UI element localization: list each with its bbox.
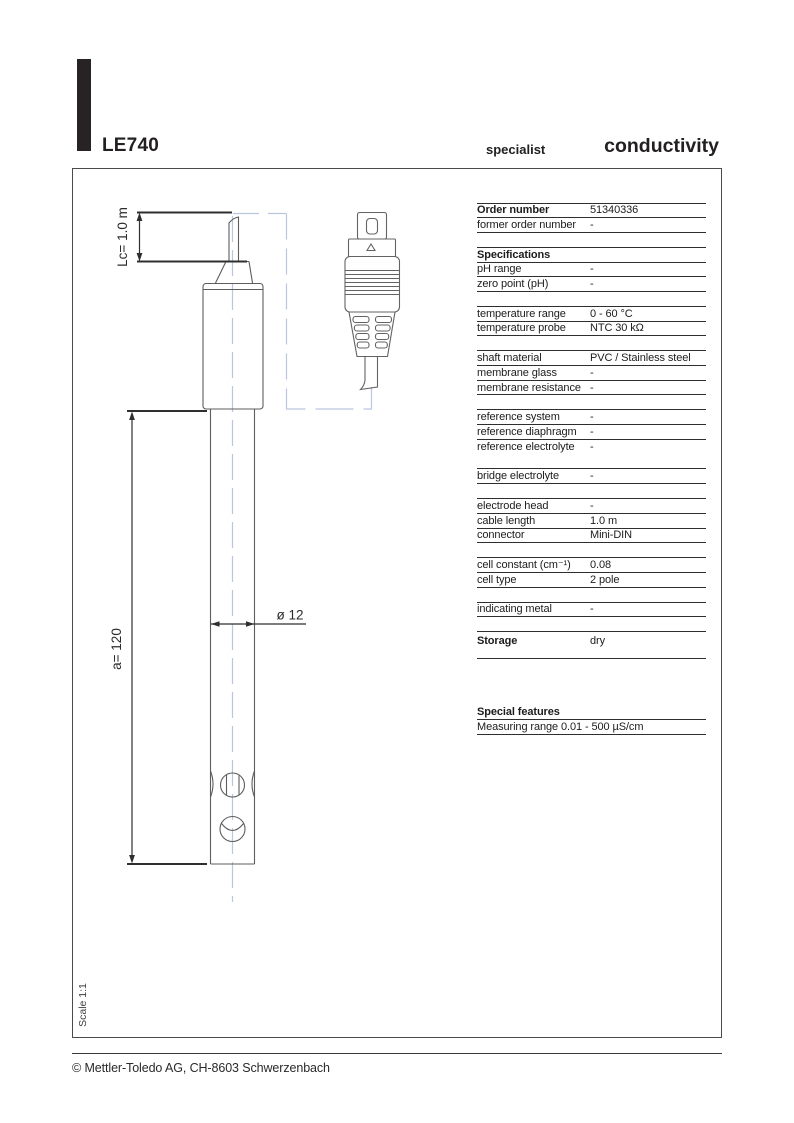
- spec-value: -: [590, 219, 594, 232]
- electrode-neck: [216, 262, 253, 284]
- spec-value: -: [590, 278, 594, 291]
- spec-value: -: [590, 263, 594, 276]
- page-title: LE740: [102, 135, 159, 156]
- spec-row: [477, 514, 706, 529]
- features-title: [477, 705, 706, 720]
- strain-relief-slots: [353, 317, 392, 349]
- spec-label: electrode head: [477, 499, 549, 512]
- spec-group: [477, 350, 706, 395]
- spec-label: cable length: [477, 514, 536, 527]
- spec-row: [477, 499, 706, 514]
- spec-row: [477, 381, 706, 396]
- feature-text: Measuring range 0.01 - 500 µS/cm: [477, 720, 644, 733]
- spec-value: 51340336: [590, 204, 639, 217]
- dim-shaft-length: [109, 411, 207, 864]
- spec-label: pH range: [477, 263, 522, 276]
- spec-label: Order number: [477, 204, 550, 217]
- content-frame: [72, 168, 722, 1038]
- spec-row: [477, 351, 706, 366]
- spec-group: [477, 247, 706, 292]
- spec-row: [477, 529, 706, 544]
- spec-value: -: [590, 603, 594, 616]
- spec-row: [477, 469, 706, 484]
- connector-tip: [358, 213, 387, 240]
- spec-group: [477, 203, 706, 233]
- spec-row: [477, 322, 706, 337]
- spec-label: cell constant (cm⁻¹): [477, 559, 571, 572]
- spec-value: 2 pole: [590, 573, 620, 586]
- spec-value: 0 - 60 °C: [590, 307, 633, 320]
- scale-label: Scale 1:1: [77, 983, 90, 1028]
- spec-value: PVC / Stainless steel: [590, 352, 691, 365]
- spec-label: Specifications: [477, 248, 551, 261]
- spec-group: [477, 306, 706, 336]
- spec-value: -: [590, 499, 594, 512]
- dim-cable-length: [115, 208, 247, 268]
- spec-row: [477, 307, 706, 322]
- spec-row: [477, 263, 706, 278]
- spec-row: [477, 603, 706, 618]
- spec-value: -: [590, 366, 594, 379]
- spec-row: [477, 366, 706, 381]
- spec-row: [477, 440, 706, 455]
- feature-row: [477, 720, 706, 735]
- spec-row: [477, 204, 706, 219]
- spec-table: [477, 203, 706, 735]
- spec-label: membrane resistance: [477, 381, 581, 394]
- spec-value: NTC 30 kΩ: [590, 322, 644, 335]
- spec-value: Mini-DIN: [590, 529, 632, 542]
- spec-label: connector: [477, 529, 525, 542]
- features-title-label: Special features: [477, 706, 560, 719]
- spec-label: bridge electrolyte: [477, 470, 559, 483]
- spec-value: -: [590, 381, 594, 394]
- cable-length-dim-label: Lc= 1.0 m: [115, 207, 131, 268]
- connector-barrel: [345, 257, 400, 313]
- spec-label: indicating metal: [477, 603, 552, 616]
- spec-value: 1.0 m: [590, 514, 618, 527]
- spec-value: -: [590, 411, 594, 424]
- spec-group: [477, 602, 706, 618]
- spec-row: [477, 248, 706, 263]
- connector-orientation-mark: [367, 244, 375, 251]
- connector-collar: [349, 239, 396, 257]
- spec-label: shaft material: [477, 352, 542, 365]
- spec-label: zero point (pH): [477, 278, 549, 291]
- spec-value: dry: [590, 634, 605, 647]
- specialist-label: specialist: [486, 142, 546, 157]
- spec-row: [477, 425, 706, 440]
- spec-row: [477, 573, 706, 588]
- dim-diameter: [211, 608, 306, 627]
- shaft-length-dim-label: a= 120: [109, 628, 125, 671]
- category-label: conductivity: [604, 135, 719, 157]
- spec-value: -: [590, 470, 594, 483]
- spec-group: [477, 409, 706, 454]
- spec-value: 0.08: [590, 559, 612, 572]
- spec-row: [477, 410, 706, 425]
- spec-label: reference system: [477, 411, 560, 424]
- spec-group: [477, 498, 706, 543]
- spec-label: reference electrolyte: [477, 440, 575, 453]
- spec-label: former order number: [477, 219, 576, 232]
- spec-value: -: [590, 425, 594, 438]
- spec-row: [477, 632, 706, 659]
- accent-bar: [77, 59, 91, 151]
- connector-cable: [361, 357, 378, 390]
- spec-row: [477, 277, 706, 292]
- spec-label: membrane glass: [477, 366, 557, 379]
- spec-label: reference diaphragm: [477, 425, 577, 438]
- spec-group: [477, 557, 706, 587]
- spec-value: -: [590, 440, 594, 453]
- spec-label: cell type: [477, 573, 517, 586]
- spec-group: [477, 468, 706, 484]
- cable-route: [233, 214, 372, 903]
- special-features: [477, 705, 706, 734]
- spec-row: [477, 558, 706, 573]
- spec-label: temperature probe: [477, 322, 566, 335]
- dimensions: [109, 208, 306, 865]
- connector-ribs: [345, 271, 400, 295]
- diameter-dim-label: ø 12: [276, 607, 304, 623]
- copyright-text: © Mettler-Toledo AG, CH-8603 Schwerzenbach: [72, 1061, 330, 1075]
- electrode-cable-stub: [229, 217, 239, 261]
- spec-row: [477, 218, 706, 233]
- spec-label: temperature range: [477, 307, 566, 320]
- footer-divider: [72, 1053, 722, 1054]
- spec-label: Storage: [477, 634, 518, 647]
- mini-din-connector: [345, 213, 400, 390]
- spec-group: [477, 631, 706, 659]
